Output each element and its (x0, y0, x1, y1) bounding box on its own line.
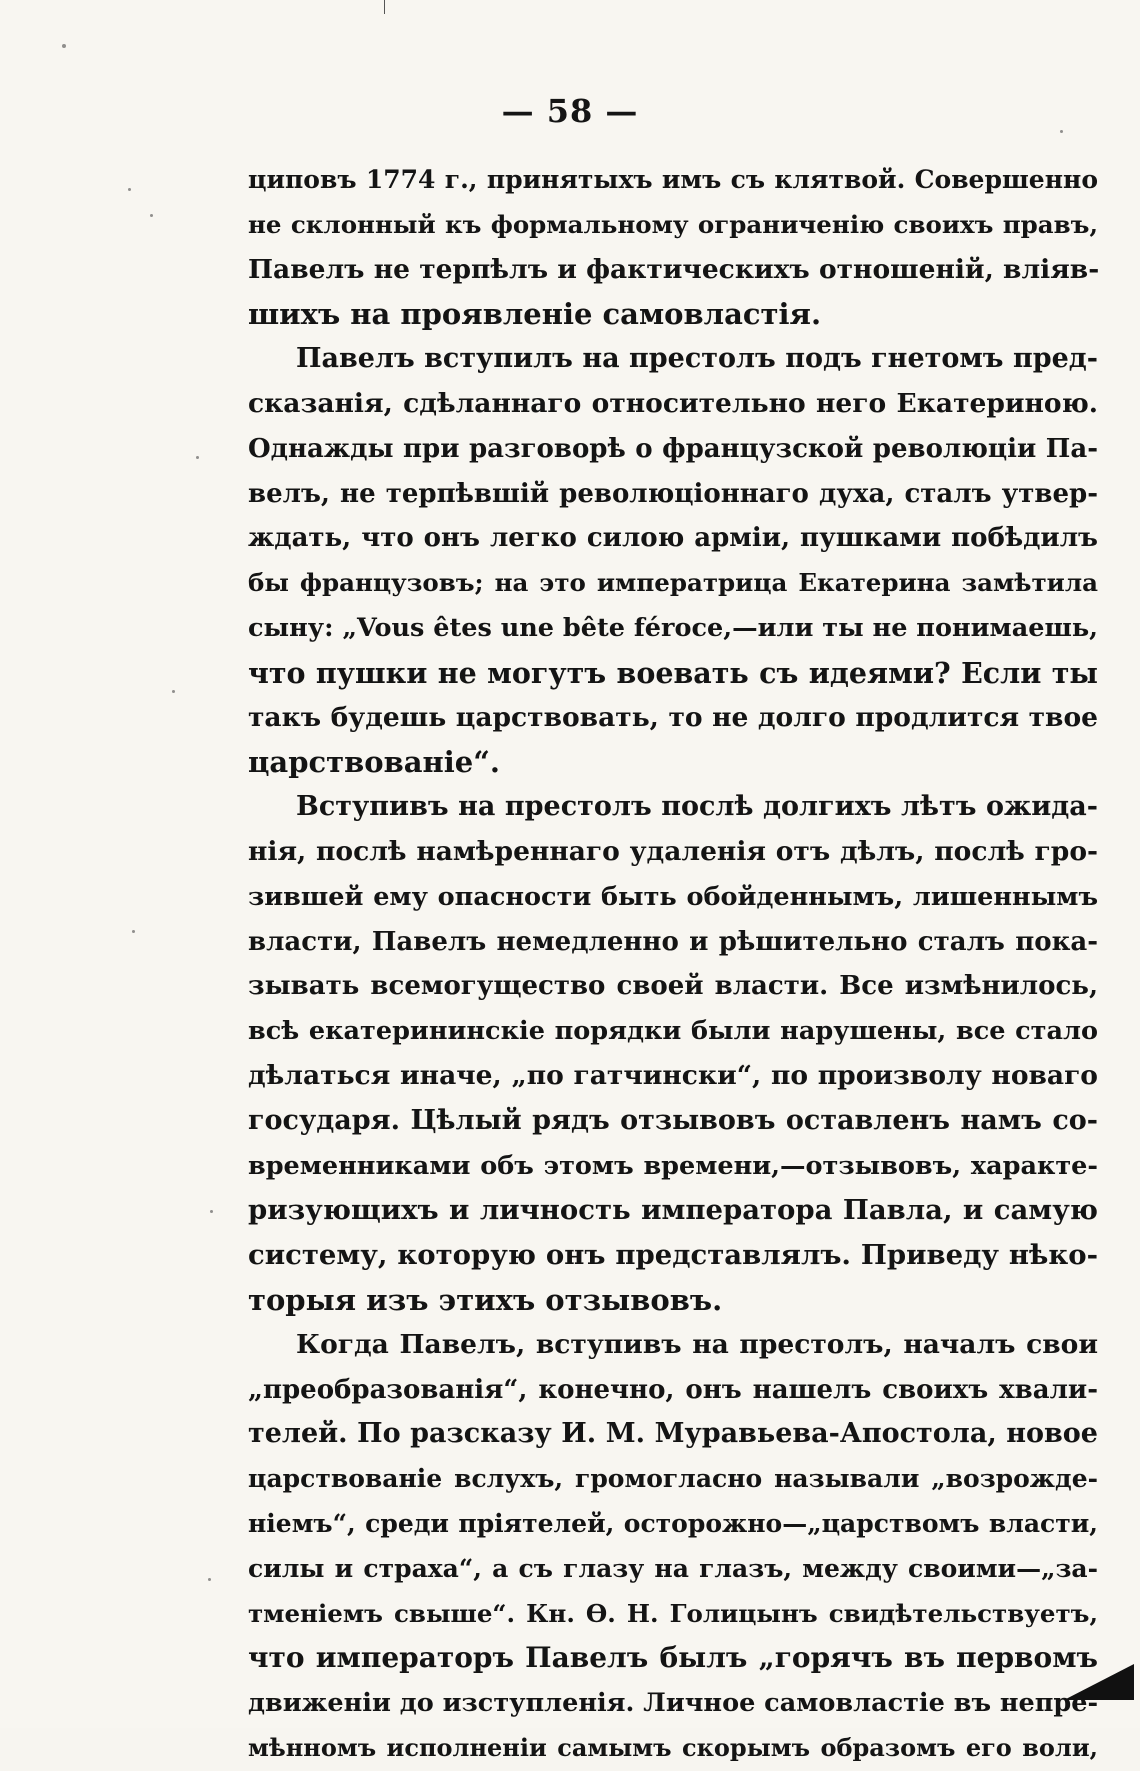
text-line: власти, Павелъ немедленно и рѣшительно сталъ пока- (248, 926, 1098, 957)
text-line: ризующихъ и личность императора Павла, и самую (248, 1194, 1098, 1227)
text-line: царствованіе вслухъ, громогласно называли „возрожде- (248, 1464, 1098, 1494)
print-speck (150, 214, 153, 217)
text-line: что пушки не могутъ воевать съ идеями? Если ты (248, 655, 1098, 690)
text-line: зившей ему опасности быть обойденнымъ, лишеннымъ (248, 881, 1098, 912)
text-line: Павелъ вступилъ на престолъ подъ гнетомъ пред- (296, 343, 1098, 375)
text-line: телей. По разсказу И. М. Муравьева-Апостола, новое (248, 1418, 1098, 1450)
text-line: дѣлаться иначе, „по гатчински“, по произволу новаго (248, 1059, 1098, 1091)
text-line: зывать всемогущество своей власти. Все измѣнилось, (248, 971, 1098, 1002)
text-line: тменіемъ свыше“. Кн. Ѳ. Н. Голицынъ свидѣтельствуетъ, (248, 1598, 1098, 1628)
page-corner-shadow (1064, 1664, 1134, 1700)
text-line: мѣнномъ исполненіи самымъ скорымъ образомъ его воли, (248, 1732, 1098, 1762)
text-line: что императоръ Павелъ былъ „горячъ въ первомъ (248, 1641, 1098, 1675)
text-line: Вступивъ на престолъ послѣ долгихъ лѣтъ ожида- (296, 791, 1098, 823)
text-line: ждать, что онъ легко силою арміи, пушками побѣдилъ (248, 523, 1098, 554)
top-edge-mark (384, 0, 385, 14)
text-line: шихъ на проявленіе самовластія. (248, 297, 822, 332)
print-speck (62, 44, 66, 48)
text-line: торыя изъ этихъ отзывовъ. (248, 1282, 723, 1317)
text-line: „преобразованія“, конечно, онъ нашелъ своихъ хвали- (248, 1374, 1098, 1405)
page-number: — 58 — (501, 92, 639, 130)
body-text (248, 158, 1098, 1771)
text-line: государя. Цѣлый рядъ отзывовъ оставленъ намъ со- (248, 1104, 1098, 1136)
text-line: нія, послѣ намѣреннаго удаленія отъ дѣлъ, послѣ гро- (248, 835, 1098, 867)
text-line: такъ будешь царствовать, то не долго продлится твое (248, 701, 1098, 733)
print-speck (196, 456, 199, 459)
text-line: не склонный къ формальному ограниченію своихъ правъ, (248, 209, 1098, 239)
text-line: царствованіе“. (248, 745, 501, 780)
text-line: силы и страха“, а съ глазу на глазъ, между своими—„за- (248, 1553, 1098, 1583)
text-line: систему, которую онъ представлялъ. Приведу нѣко- (248, 1239, 1098, 1272)
text-line: временниками объ этомъ времени,—отзывовъ, характе- (248, 1150, 1098, 1181)
print-speck (128, 188, 131, 191)
print-speck (132, 930, 135, 933)
text-line: Однажды при разговорѣ о французской революціи Па- (248, 433, 1098, 464)
print-speck (172, 690, 175, 693)
text-line: сыну: „Vous êtes une bête féroce,—или ты не понимаешь, (248, 612, 1099, 643)
text-line: Когда Павелъ, вступивъ на престолъ, началъ свои (296, 1328, 1098, 1360)
print-speck (210, 1210, 213, 1213)
text-line: всѣ екатерининскіе порядки были нарушены, все стало (248, 1016, 1098, 1047)
text-line: сказанія, сдѣланнаго относительно него Екатериною. (248, 387, 1098, 419)
text-line: циповъ 1774 г., принятыхъ имъ съ клятвой. Совершенно (248, 165, 1098, 194)
print-speck (1060, 130, 1063, 133)
text-line: движеніи до изступленія. Личное самовластіе въ непре- (248, 1688, 1099, 1719)
text-line: Павелъ не терпѣлъ и фактическихъ отношеній, вліяв- (248, 253, 1100, 285)
text-line: велъ, не терпѣвшій революціоннаго духа, сталъ утвер- (248, 478, 1098, 509)
print-speck (208, 1578, 211, 1581)
text-line: бы французовъ; на это императрица Екатерина замѣтила (248, 568, 1098, 598)
text-line: ніемъ“, среди пріятелей, осторожно—„царствомъ власти, (248, 1508, 1098, 1538)
